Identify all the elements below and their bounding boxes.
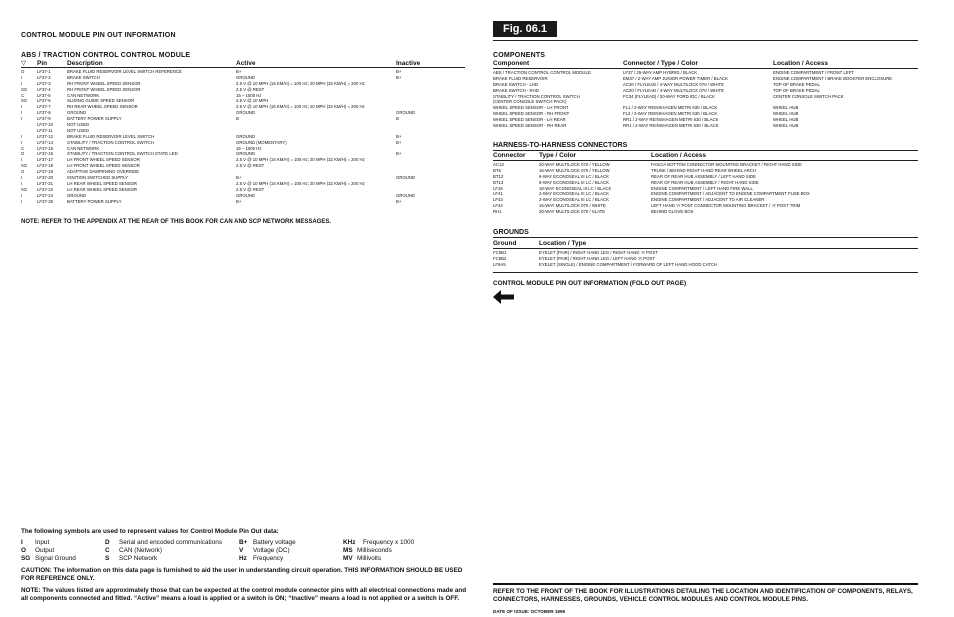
active-value: 2.5 V @ REST [236,86,265,92]
symbol-meaning: Input [35,539,50,546]
pin-number: LF37-12 [37,133,54,139]
pin-type: I [21,157,23,163]
component-connector: FL2 / 2-WAY REINSHAGEN METRI 630 / BLACK [623,111,718,117]
col-location: Location / Access [773,60,829,67]
symbol-key: MV [343,555,353,562]
connector-type: 20-WAY MULTILOCK 070 / SLATE [539,209,606,215]
component-connector: EM37 / 2-WAY AMP JUNIOR POWER TIMER / BLACK [623,75,728,81]
pin-number: LF37-2 [37,74,51,80]
symbol-key: B+ [239,539,248,546]
symbol-key: SG [21,555,31,562]
pin-type: I [21,80,23,86]
top-rule [493,40,918,41]
pin-number: LF37-1 [37,69,51,74]
pin-type: C [21,92,25,98]
caution-text: CAUTION: The information on this data page is furnished to aid the user in understanding circuit operation. THIS INFORMATION SHOULD BE USED FOR REFERENCE ONLY. [21,567,463,582]
component-location: ENGINE COMPARTMENT / BRAKE BOOSTER ENCLOSURE [773,75,893,81]
pin-number: LF37-14 [37,139,54,145]
pin-description: BRAKE SWITCH [67,74,100,80]
connector-id: LF16 [493,185,503,191]
pin-type: O [21,151,25,157]
triangle-icon: ▽ [21,60,26,67]
pin-description: RH FRONT WHEEL SPEED SENSOR [67,80,141,86]
active-value: 15 – 1500 Hz [236,145,262,151]
table-header-rule [21,67,465,68]
connector-location: ENGINE COMPARTMENT / ADJACENT TO ENGINE COMPARTMENT FUSE BOX [651,191,810,197]
values-note: NOTE: The values listed are approximately those that can be expected at the control module connector pins with all electrical connections made and all components connected and fitted. “Active” means a load is applied or a switch is ON; “Inactive” means a load is not applied or a switch is OFF. [21,587,467,602]
col-location-access: Location / Access [651,152,707,159]
issue-date: DATE OF ISSUE: OCTOBER 1999 [493,609,566,614]
foldout-label: CONTROL MODULE PIN OUT INFORMATION (FOLD OUT PAGE) [493,280,687,287]
connector-id: BT13 [493,179,504,185]
pin-description: IGNITION SWITCHED SUPPLY [67,175,129,181]
h2h-table [493,162,918,215]
component-connector: FC34 (FLYLEAD) / 20-WAY FORD IDC / BLACK [623,93,716,99]
pin-type: SG [21,98,28,104]
connector-id: BT6 [493,167,501,173]
connector-id: RH1 [493,209,502,215]
active-value: 2.5 V @ 10 MPH (16 KM/H) = 100 Hz; 20 MPH (32 KM/H) = 200 Hz [236,157,365,163]
col-ground: Ground [493,240,517,247]
pin-type: O [21,69,25,74]
pin-type: I [21,192,23,198]
ground-id: FC5B1 [493,250,507,255]
pin-type: I [21,198,23,204]
pin-description: GROUND [67,110,87,116]
col-inactive: Inactive [396,60,421,67]
pin-table [21,69,465,204]
connector-location: BEHIND GLOVE BOX [651,209,694,215]
grounds-top-rule [493,237,918,238]
component-location: WHEEL HUB [773,117,799,123]
symbol-row [21,555,461,563]
connector-id: LF41 [493,191,503,197]
pin-number: LF37-24 [37,192,54,198]
grounds-rule [493,248,918,249]
component-name: STABILITY / TRACTION CONTROL SWITCH [493,93,580,99]
symbol-key: C [105,547,110,554]
component-connector: AC20 / FLYLEAD / 4-WAY MULTILOCK 070 / WHITE [623,87,725,93]
connector-type: 16-WAY MULTILOCK 070 / WHITE [539,203,606,209]
symbols-intro: The following symbols are used to represent values for Control Module Pin Out data: [21,528,279,535]
active-value: GROUND [236,74,256,80]
pin-number: LF37-15 [37,145,54,151]
inactive-value: GROUND [396,175,416,181]
pin-description: BATTERY POWER SUPPLY [67,198,122,204]
components-rule [493,68,918,69]
component-name: BRAKE SWITCH - RHD [493,87,539,93]
pin-description: CAN NETWORK [67,92,100,98]
active-value: 2.5 V @ 10 MPH (16 KM/H) = 100 Hz; 20 MPH (32 KM/H) = 200 Hz [236,80,365,86]
active-value: 15 – 1500 Hz [236,92,262,98]
pin-type: I [21,74,23,80]
pin-number: LF37-9 [37,116,51,122]
active-value: B [236,116,239,122]
pin-type: I [21,139,23,145]
component-name: BRAKE SWITCH - LHD [493,81,539,87]
component-location: WHEEL HUB [773,105,799,111]
pin-number: LF37-17 [37,157,54,163]
pin-description: SLIDING GUIDE SPEED SENSOR [67,98,135,104]
symbol-meaning: Battery voltage [253,539,296,546]
foldout-top-rule [493,272,918,273]
active-value: GROUND [236,110,256,116]
pin-type: I [21,133,23,139]
component-connector: RR1 / 2-WAY REINSHAGEN METRI 630 / BLACK [623,117,719,123]
connector-location: FASCIA BOTTOM CONNECTOR MOUNTING BRACKET / RIGHT HAND SIDE [651,162,802,167]
component-name: BRAKE FLUID RESERVOIR [493,75,548,81]
pin-number: LF37-16 [37,151,54,157]
component-connector: AC20 / FLYLEAD / 4-WAY MULTILOCK 070 / WHITE [623,81,725,87]
pin-description: LH REAR WHEEL SPEED SENSOR [67,180,138,186]
pin-description: CAN NETWORK [67,145,100,151]
components-title: COMPONENTS [493,52,546,59]
symbol-meaning: Frequency [253,555,284,562]
active-value: 2.5 V @ 10 MPH [236,98,269,104]
footer-rule [493,583,918,585]
connector-type: 16-WAY MULTILOCK 070 / YELLOW [539,167,610,173]
col-pin: Pin [37,60,48,67]
pin-description: BRAKE FLUID RESERVOIR LEVEL SWITCH [67,133,155,139]
inactive-value: GROUND [396,110,416,116]
inactive-value: B+ [396,69,402,74]
h2h-rule [493,160,918,161]
connector-id: AC13 [493,162,504,167]
pin-description: BATTERY POWER SUPPLY [67,116,122,122]
inactive-value: GROUND [396,192,416,198]
pin-number: LF37-25 [37,198,54,204]
pin-description: LH REAR WHEEL SPEED SENSOR [67,186,138,192]
symbol-meaning: Output [35,547,55,554]
ground-id: LF5A5 [493,261,506,267]
section-title: ABS / TRACTION CONTROL CONTROL MODULE [21,52,191,59]
pin-number: LF37-11 [37,127,53,133]
ground-location: EYELET (SINGLE) / ENGINE COMPARTMENT / FORWARD OF LEFT HAND HOOD CATCH [539,261,718,267]
pin-type: I [21,104,23,110]
figure-label: Fig. 06.1 [493,21,557,37]
pin-type: I [21,110,23,116]
col-description: Description [67,60,103,67]
inactive-value: B+ [396,74,402,80]
ground-id: FC5B2 [493,255,507,261]
component-name: WHEEL SPEED SENSOR - RH FRONT [493,111,570,117]
table-row [493,262,918,268]
pin-number: LF37-3 [37,80,51,86]
col-type-color: Type / Color [539,152,577,159]
symbol-meaning: SCP Network [119,555,158,562]
col-connector: Connector [493,152,526,159]
connector-location: ENGINE COMPARTMENT / LEFT HAND FIRE WALL [651,185,753,191]
inactive-value: B+ [396,198,402,204]
symbol-row [21,547,461,555]
symbol-key: MS [343,547,353,554]
col-component: Component [493,60,530,67]
pin-number: LF37-6 [37,98,51,104]
symbol-key: O [21,547,26,554]
page-title: CONTROL MODULE PIN OUT INFORMATION [21,32,176,39]
pin-type: O [21,169,25,175]
symbol-key: Hz [239,555,247,562]
pin-number: LF37-5 [37,92,51,98]
h2h-title: HARNESS-TO-HARNESS CONNECTORS [493,142,628,149]
pin-description: ADAPTIVE DAMPENING OVERRIDE [67,169,140,175]
active-value: B+ [236,198,242,204]
h2h-header [493,152,918,160]
connector-location: TRUNK / BEHIND RIGHT HAND REAR WHEEL ARCH [651,167,757,173]
pin-description: GROUND [67,192,87,198]
component-location: TOP OF BRAKE PEDAL [773,81,820,87]
pin-description: LH FRONT WHEEL SPEED SENSOR [67,157,140,163]
inactive-value: B+ [396,151,402,157]
symbol-meaning: Millivolts [357,555,382,562]
component-location: WHEEL HUB [773,123,799,129]
grounds-header [493,240,918,248]
connector-type: 6-WAY ECONOSEAL III LC / BLACK [539,173,609,179]
symbol-meaning: Frequency x 1000 [363,539,415,546]
pin-description: LH FRONT WHEEL SPEED SENSOR [67,163,140,169]
active-value: 2.5 V @ 10 MPH (16 KM/H) = 100 Hz; 20 MPH (32 KM/H) = 200 Hz [236,104,365,110]
connector-location: REAR OF REAR HUB ASSEMBLY / LEFT HAND SIDE [651,173,756,179]
symbol-key: V [239,547,244,554]
h2h-top-rule [493,150,918,151]
component-name: (CENTER CONSOLE SWITCH PACK) [493,99,567,105]
active-value: GROUND (MOMENTARY) [236,139,287,145]
active-value: GROUND [236,192,256,198]
pin-type: I [21,175,23,181]
footer-text: REFER TO THE FRONT OF THE BOOK FOR ILLUSTRATIONS DETAILING THE LOCATION AND IDENTIFICATION OF COMPONENTS, RELAYS, CONNECTORS, HARNESSES, GROUNDS, VEHICLE CONTROL MODULES AND CONTROL MODULE PINS. [493,588,913,603]
pin-number: LF37-21 [37,180,54,186]
connector-type: 2-WAY ECONOSEAL III LC / BLACK [539,197,609,203]
connector-type: 2-WAY ECONOSEAL III LC / BLACK [539,191,609,197]
pin-type: SG [21,163,28,169]
component-name: WHEEL SPEED SENSOR - LH FRONT [493,105,569,111]
active-value: 2.5 V @ REST [236,163,265,169]
connector-type: 20-WAY MULTILOCK 070 / YELLOW [539,162,610,167]
components-table [493,70,918,129]
active-value: 2.5 V @ 10 MPH (16 KM/H) = 100 Hz; 20 MPH (32 KM/H) = 200 Hz [236,180,365,186]
component-connector: LF37 / 25-WAY AMP HYBRID / BLACK [623,70,698,75]
pin-description: NOT USED [67,127,90,133]
active-value: GROUND [236,151,256,157]
connector-id: LF43 [493,197,503,203]
inactive-value: B+ [396,139,402,145]
connector-type: 18-WAY ECONOSEAL III LC / BLACK [539,185,612,191]
pin-description: BRAKE FLUID RESERVOIR LEVEL SWITCH REFERENCE [67,69,182,74]
pin-type: SG [21,86,28,92]
component-connector: FL1 / 2-WAY REINSHAGEN METRI 630 / BLACK [623,105,718,111]
pin-number: LF37-10 [37,122,54,128]
symbol-key: D [105,539,110,546]
symbol-row [21,539,461,547]
pin-type: I [21,180,23,186]
pin-description: RH FRONT WHEEL SPEED SENSOR [67,86,141,92]
symbol-key: S [105,555,110,562]
connector-location: REAR OF REAR HUB ASSEMBLY / RIGHT HAND SIDE [651,179,759,185]
active-value: GROUND [236,133,256,139]
symbol-meaning: Voltage (DC) [253,547,290,554]
active-value: 2.5 V @ REST [236,186,265,192]
col-active: Active [236,60,256,67]
connector-id: LF44 [493,203,503,209]
table-row [493,209,918,215]
grounds-table [493,250,918,268]
col-connector-type: Connector / Type / Color [623,60,698,67]
table-row [493,123,918,129]
components-header [493,60,918,68]
connector-type: 6-WAY ECONOSEAL III LC / BLACK [539,179,609,185]
col-location-type: Location / Type [539,240,587,247]
symbol-key: I [21,539,23,546]
active-value: B+ [236,175,242,181]
inactive-value: B [396,116,399,122]
pin-description: NOT USED [67,122,90,128]
pin-number: LF37-7 [37,104,51,110]
pin-description: RH REAR WHEEL SPEED SENSOR [67,104,138,110]
ground-location: EYELET (PAIR) / RIGHT HAND LEG / LEFT HAND ‘A’ POST [539,255,655,261]
symbol-meaning: Signal Ground [35,555,76,562]
pin-number: LF37-18 [37,163,54,169]
grounds-title: GROUNDS [493,229,529,236]
arrow-left-icon [493,290,515,304]
pin-type: SG [21,186,28,192]
ground-location: EYELET (PAIR) / RIGHT HAND LEG / RIGHT HAND ‘A’ POST [539,250,658,255]
connector-id: BT12 [493,173,504,179]
symbol-meaning: Milliseconds [357,547,392,554]
pin-number: LF37-19 [37,169,54,175]
symbol-key: KHz [343,539,356,546]
pin-type: C [21,145,25,151]
component-connector: RR1 / 2-WAY REINSHAGEN METRI 630 / BLACK [623,123,719,129]
pin-number: LF37-8 [37,110,51,116]
component-location: TOP OF BRAKE PEDAL [773,87,820,93]
active-value: B+ [236,69,242,74]
component-location: ENGINE COMPARTMENT / FRONT LEFT [773,70,854,75]
pin-number: LF37-20 [37,175,54,181]
pin-type: I [21,116,23,122]
table-row [21,199,465,205]
component-name: WHEEL SPEED SENSOR - RH REAR [493,123,567,129]
pin-number: LF37-4 [37,86,51,92]
pin-description: STABILITY / TRACTION CONTROL SWITCH [67,139,154,145]
pin-number: LF37-22 [37,186,54,192]
pin-description: STABILITY / TRACTION CONTROL SWITCH STATE LED [67,151,178,157]
component-name: ABS / TRACTION CONTROL CONTROL MODULE [493,70,591,75]
symbol-meaning: CAN (Network) [119,547,162,554]
component-location: CENTER CONSOLE SWITCH PACK [773,93,844,99]
connector-location: ENGINE COMPARTMENT / ADJACENT TO AIR CLEANER [651,197,765,203]
component-name: WHEEL SPEED SENSOR - LH REAR [493,117,566,123]
symbols-legend [21,539,461,563]
connector-location: LEFT HAND ‘A’ POST CONNECTOR MOUNTING BRACKET / ‘A’ POST TRIM [651,203,801,209]
inactive-value: B+ [396,133,402,139]
component-location: WHEEL HUB [773,111,799,117]
symbol-meaning: Serial and encoded communications [119,539,223,546]
network-note: NOTE: REFER TO THE APPENDIX AT THE REAR OF THIS BOOK FOR CAN AND SCP NETWORK MESSAGES. [21,219,332,225]
